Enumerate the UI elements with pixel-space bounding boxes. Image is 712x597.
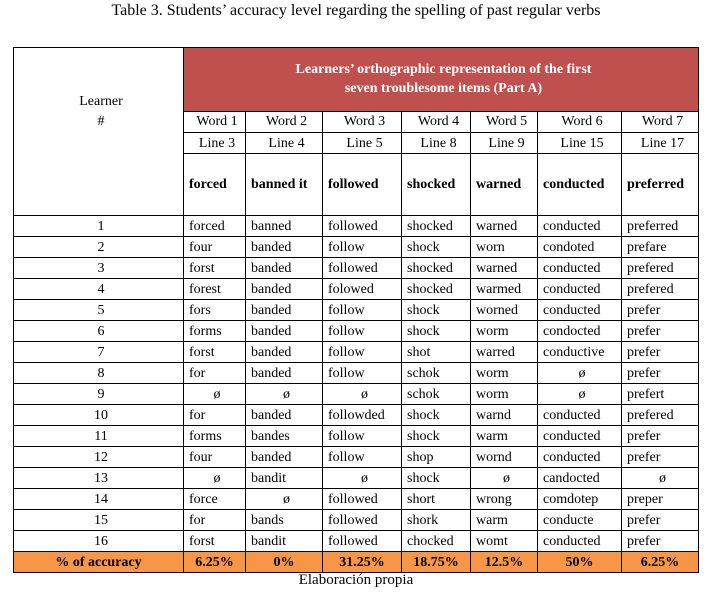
- spelling-cell: prefer: [622, 321, 699, 342]
- accuracy-row: [14, 552, 699, 573]
- learner-number: 7: [14, 342, 184, 363]
- spelling-cell: shop: [402, 447, 471, 468]
- spelling-cell: bandit: [246, 468, 323, 489]
- table-row: [14, 384, 699, 405]
- word-header-6: Word 6: [538, 111, 622, 132]
- banner-line-1: Learners’ orthographic representation of the first: [295, 62, 592, 78]
- spelling-cell: force: [184, 489, 246, 510]
- table-row: [14, 279, 699, 300]
- table-row: [14, 510, 699, 531]
- learner-number: 3: [14, 258, 184, 279]
- accuracy-label: % of accuracy: [14, 552, 184, 573]
- learner-number: 10: [14, 405, 184, 426]
- spelling-cell: banded: [246, 300, 323, 321]
- spelling-cell: prefered: [622, 405, 699, 426]
- spelling-cell: worned: [471, 300, 538, 321]
- spelling-cell: warm: [471, 426, 538, 447]
- learner-number: 1: [14, 216, 184, 237]
- spelling-cell: womt: [471, 531, 538, 552]
- spelling-cell: banned: [246, 216, 323, 237]
- spelling-cell: conducted: [538, 447, 622, 468]
- table-row: [14, 300, 699, 321]
- learner-number: 13: [14, 468, 184, 489]
- line-header-3: Line 5: [323, 133, 402, 154]
- spelling-cell: warmed: [471, 279, 538, 300]
- spelling-cell: short: [402, 489, 471, 510]
- spelling-cell: conductive: [538, 342, 622, 363]
- spelling-cell: follow: [323, 321, 402, 342]
- line-header-6: Line 15: [538, 133, 622, 154]
- banner-line-2: seven troublesome items (Part A): [344, 81, 543, 97]
- spelling-cell: prefered: [622, 279, 699, 300]
- spelling-cell: shork: [402, 510, 471, 531]
- spelling-cell: prefered: [622, 258, 699, 279]
- word-header-5: Word 5: [471, 111, 538, 132]
- spelling-cell: prefer: [622, 510, 699, 531]
- spelling-cell: prefer: [622, 447, 699, 468]
- accuracy-value: 6.25%: [622, 552, 699, 573]
- spelling-cell: chocked: [402, 531, 471, 552]
- spelling-cell: ø: [246, 384, 323, 405]
- spelling-cell: shocked: [402, 258, 471, 279]
- word-header-3: Word 3: [323, 111, 402, 132]
- spelling-cell: bandes: [246, 426, 323, 447]
- spelling-cell: follow: [323, 237, 402, 258]
- table-row: [14, 363, 699, 384]
- spelling-cell: warned: [471, 258, 538, 279]
- target-verb-2: banned it: [246, 154, 323, 216]
- spelling-cell: banded: [246, 342, 323, 363]
- spelling-cell: prefare: [622, 237, 699, 258]
- spelling-cell: schok: [402, 363, 471, 384]
- spelling-cell: ø: [246, 489, 323, 510]
- table-row: [14, 447, 699, 468]
- spelling-cell: followed: [323, 258, 402, 279]
- spelling-cell: forst: [184, 342, 246, 363]
- learner-header-cell: [14, 48, 184, 216]
- line-header-1: Line 3: [184, 133, 246, 154]
- spelling-cell: worm: [471, 363, 538, 384]
- spelling-cell: wornd: [471, 447, 538, 468]
- spelling-cell: follow: [323, 447, 402, 468]
- spelling-cell: conducted: [538, 216, 622, 237]
- spelling-cell: worm: [471, 384, 538, 405]
- spelling-cell: warred: [471, 342, 538, 363]
- learner-number: 9: [14, 384, 184, 405]
- table-banner: [184, 48, 699, 112]
- accuracy-table: [13, 47, 699, 573]
- table-caption: Table 3. Students’ accuracy level regarding the spelling of past regular verbs: [111, 2, 601, 19]
- spelling-cell: for: [184, 363, 246, 384]
- spelling-cell: prefer: [622, 531, 699, 552]
- spelling-cell: forms: [184, 426, 246, 447]
- table-row: [14, 342, 699, 363]
- spelling-cell: shocked: [402, 216, 471, 237]
- spelling-cell: conducted: [538, 426, 622, 447]
- spelling-cell: follow: [323, 300, 402, 321]
- target-verb-5: warned: [471, 154, 538, 216]
- line-header-2: Line 4: [246, 133, 323, 154]
- spelling-cell: four: [184, 237, 246, 258]
- spelling-cell: condocted: [538, 321, 622, 342]
- spelling-cell: wrong: [471, 489, 538, 510]
- table-row: [14, 321, 699, 342]
- spelling-cell: forst: [184, 531, 246, 552]
- spelling-cell: for: [184, 405, 246, 426]
- spelling-cell: ø: [538, 363, 622, 384]
- table-row: [14, 468, 699, 489]
- learner-number: 12: [14, 447, 184, 468]
- spelling-cell: fors: [184, 300, 246, 321]
- spelling-cell: prefer: [622, 300, 699, 321]
- spelling-cell: shock: [402, 405, 471, 426]
- spelling-cell: ø: [323, 384, 402, 405]
- spelling-cell: conducted: [538, 405, 622, 426]
- spelling-cell: conducted: [538, 258, 622, 279]
- accuracy-value: 31.25%: [323, 552, 402, 573]
- spelling-cell: follow: [323, 363, 402, 384]
- target-verb-6: conducted: [538, 154, 622, 216]
- spelling-cell: prefert: [622, 384, 699, 405]
- spelling-cell: conducte: [538, 510, 622, 531]
- table-source: Elaboración propia: [298, 572, 414, 588]
- spelling-cell: candocted: [538, 468, 622, 489]
- learner-number: 8: [14, 363, 184, 384]
- spelling-cell: prefer: [622, 426, 699, 447]
- spelling-cell: follow: [323, 342, 402, 363]
- spelling-cell: forms: [184, 321, 246, 342]
- spelling-cell: warned: [471, 216, 538, 237]
- line-header-4: Line 8: [402, 133, 471, 154]
- spelling-cell: shock: [402, 237, 471, 258]
- spelling-cell: banded: [246, 405, 323, 426]
- table-row: [14, 426, 699, 447]
- spelling-cell: shock: [402, 426, 471, 447]
- accuracy-value: 6.25%: [184, 552, 246, 573]
- word-header-7: Word 7: [622, 111, 699, 132]
- table-row: [14, 489, 699, 510]
- spelling-cell: followed: [323, 489, 402, 510]
- word-header-4: Word 4: [402, 111, 471, 132]
- spelling-cell: followed: [323, 216, 402, 237]
- spelling-cell: forest: [184, 279, 246, 300]
- target-verb-4: shocked: [402, 154, 471, 216]
- word-header-2: Word 2: [246, 111, 323, 132]
- learner-number: 16: [14, 531, 184, 552]
- spelling-cell: ø: [471, 468, 538, 489]
- target-verb-7: preferred: [622, 154, 699, 216]
- spelling-cell: warnd: [471, 405, 538, 426]
- spelling-cell: conducted: [538, 300, 622, 321]
- spelling-cell: bandit: [246, 531, 323, 552]
- learner-number: 6: [14, 321, 184, 342]
- spelling-cell: for: [184, 510, 246, 531]
- learner-number: 15: [14, 510, 184, 531]
- learner-number: 2: [14, 237, 184, 258]
- table-row: [14, 405, 699, 426]
- accuracy-value: 12.5%: [471, 552, 538, 573]
- word-header-1: Word 1: [184, 111, 246, 132]
- spelling-cell: shock: [402, 300, 471, 321]
- learner-number: 14: [14, 489, 184, 510]
- learner-header-num: #: [97, 114, 105, 129]
- spelling-cell: bands: [246, 510, 323, 531]
- table-row: [14, 216, 699, 237]
- spelling-cell: banded: [246, 321, 323, 342]
- spelling-cell: schok: [402, 384, 471, 405]
- spelling-cell: followded: [323, 405, 402, 426]
- spelling-cell: shock: [402, 468, 471, 489]
- accuracy-value: 18.75%: [402, 552, 471, 573]
- spelling-cell: banded: [246, 258, 323, 279]
- spelling-cell: four: [184, 447, 246, 468]
- spelling-cell: ø: [184, 468, 246, 489]
- target-verb-3: followed: [323, 154, 402, 216]
- spelling-cell: conducted: [538, 531, 622, 552]
- spelling-cell: prefer: [622, 342, 699, 363]
- spelling-cell: shock: [402, 321, 471, 342]
- spelling-cell: ø: [184, 384, 246, 405]
- spelling-cell: prefer: [622, 363, 699, 384]
- spelling-cell: banded: [246, 363, 323, 384]
- spelling-cell: warm: [471, 510, 538, 531]
- accuracy-value: 50%: [538, 552, 622, 573]
- spelling-cell: followed: [323, 510, 402, 531]
- spelling-cell: folowed: [323, 279, 402, 300]
- table-row: [14, 237, 699, 258]
- spelling-cell: ø: [538, 384, 622, 405]
- spelling-cell: ø: [323, 468, 402, 489]
- spelling-cell: conducted: [538, 279, 622, 300]
- spelling-cell: forced: [184, 216, 246, 237]
- spelling-cell: follow: [323, 426, 402, 447]
- learner-number: 11: [14, 426, 184, 447]
- learner-number: 4: [14, 279, 184, 300]
- spelling-cell: preferred: [622, 216, 699, 237]
- spelling-cell: banded: [246, 279, 323, 300]
- spelling-cell: shot: [402, 342, 471, 363]
- line-header-7: Line 17: [622, 133, 699, 154]
- spelling-cell: preper: [622, 489, 699, 510]
- line-header-5: Line 9: [471, 133, 538, 154]
- spelling-cell: followed: [323, 531, 402, 552]
- spelling-cell: banded: [246, 447, 323, 468]
- spelling-cell: condoted: [538, 237, 622, 258]
- target-verb-1: forced: [184, 154, 246, 216]
- spelling-cell: worm: [471, 321, 538, 342]
- spelling-cell: worn: [471, 237, 538, 258]
- learner-header-label: Learner: [79, 94, 123, 109]
- learner-number: 5: [14, 300, 184, 321]
- accuracy-value: 0%: [246, 552, 323, 573]
- spelling-cell: banded: [246, 237, 323, 258]
- spelling-cell: forst: [184, 258, 246, 279]
- table-row: [14, 258, 699, 279]
- spelling-cell: comdotep: [538, 489, 622, 510]
- table-row: [14, 531, 699, 552]
- spelling-cell: shocked: [402, 279, 471, 300]
- spelling-cell: ø: [622, 468, 699, 489]
